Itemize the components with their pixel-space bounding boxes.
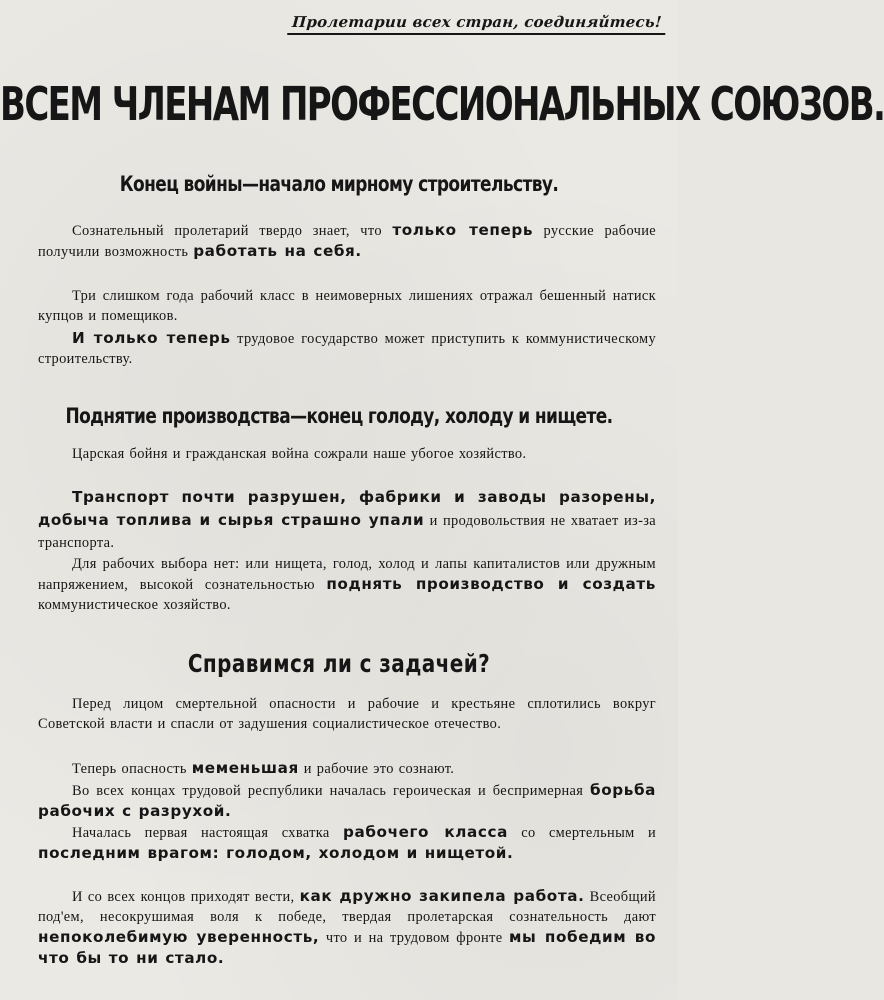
emphasis: Транспорт почти разрушен, фабрики и заводы разорены, добыча топлива и сырья страшно упали xyxy=(38,488,656,529)
paragraph-1-1: Сознательный пролетарий твердо знает, что только теперь русские рабочие получили возможность работать на себя. xyxy=(38,221,657,260)
paragraph-1-2: Три слишком года рабочий класс в неимоверных лишениях отражал бешенный натиск купцов и помещиков. xyxy=(38,288,656,324)
paragraph-1-3: И только теперь трудовое государство может приступить к коммунистическому строительству. xyxy=(38,329,656,367)
paragraph-2-2: Транспорт почти разрушен, фабрики и заводы разорены, добыча топлива и сырья страшно упали и продовольствия не хватает из-за транспорта. xyxy=(38,488,656,551)
emphasis: последним врагом: голодом, холодом и нищетой. xyxy=(38,844,514,862)
emphasis: меменьшая xyxy=(191,759,299,777)
emphasis: работать на себя. xyxy=(193,242,362,260)
paragraph-3-4: Началась первая настоящая схватка рабочего класса со смертельным и последним врагом: голодом, холодом и нищетой. xyxy=(38,823,656,862)
section-heading-3: Справимся ли с задачей? xyxy=(187,648,491,678)
section-heading-1: Конец войны—начало мирному строительству. xyxy=(119,172,559,197)
emphasis: как дружно закипела работа. xyxy=(299,887,585,905)
paragraph-3-5: И со всех концов приходят вести, как дружно закипела работа. Всеобщий под'ем, несокрушимая воля к победе, твердая пролетарская сознательность дают непоколебимую уверенность, что и на трудовом фронте мы победим во что бы то ни стало. xyxy=(38,887,656,967)
paragraph-3-2: Теперь опасность меменьшая и рабочие это сознают. xyxy=(72,759,455,777)
emphasis: мы победим во что бы то ни стало. xyxy=(38,928,656,967)
paragraph-3-1: Перед лицом смертельной опасности и рабочие и крестьяне сплотились вокруг Советской власти и спасли от задушения социалистическое отечество. xyxy=(38,696,656,732)
paragraph-2-3: Для рабочих выбора нет: или нищета, голод, холод и лапы капиталистов или дружным напряжением, высокой сознательностью поднять производство и создать коммунистическое хозяйство. xyxy=(38,556,656,613)
emphasis: борьба рабочих с разрухой. xyxy=(38,781,656,820)
section-heading-2: Поднятие производства—конец голоду, холоду и нищете. xyxy=(65,404,613,429)
emphasis: рабочего класса xyxy=(343,823,508,841)
main-title: ВСЕМ ЧЛЕНАМ ПРОФЕССИОНАЛЬНЫХ СОЮЗОВ. xyxy=(0,78,884,132)
paragraph-2-1: Царская бойня и гражданская война сожрали наше убогое хозяйство. xyxy=(72,446,527,462)
emphasis: И только теперь xyxy=(72,329,231,347)
emphasis: только теперь xyxy=(392,221,534,239)
motto-header: Пролетарии всех стран, соединяйтесь! xyxy=(288,12,667,35)
emphasis: поднять производство и создать xyxy=(326,575,656,593)
emphasis: непоколебимую уверенность, xyxy=(38,928,320,946)
paragraph-3-3: Во всех концах трудовой республики началась героическая и беспримерная борьба рабочих с разрухой. xyxy=(38,781,656,820)
